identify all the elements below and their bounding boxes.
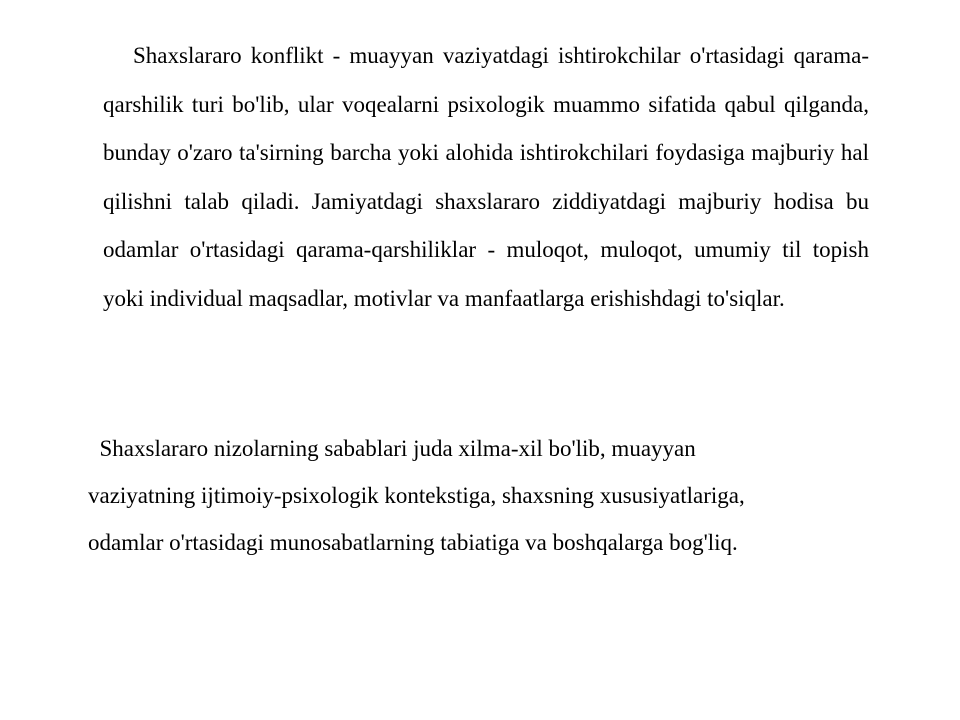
- paragraph-causes: [88, 425, 888, 566]
- paragraph-definition: Shaxslararo konflikt - muayyan vaziyatdagi ishtirokchilar o'rtasidagi qarama-qarshilik turi bo'lib, ular voqealarni psixologik muammo sifatida qabul qilganda, bunday o'zaro ta'sirning barcha yoki alohida ishtirokchilari foydasiga majburiy hal qilishni talab qiladi. Jamiyatdagi shaxslararo ziddiyatdagi majburiy hodisa bu odamlar o'rtasidagi qarama-qarshiliklar - muloqot, muloqot, umumiy til topish yoki individual maqsadlar, motivlar va manfaatlarga erishishdagi to'siqlar.: [103, 43, 869, 311]
- paragraph-causes-line-2: vaziyatning ijtimoiy-psixologik kontekstiga, shaxsning xususiyatlariga,: [88, 483, 745, 508]
- paragraph-causes-line-1: Shaxslararo nizolarning sabablari juda xilma-xil bo'lib, muayyan: [88, 436, 696, 461]
- paragraph-causes-line-3: odamlar o'rtasidagi munosabatlarning tabiatiga va boshqalarga bog'liq.: [88, 530, 738, 555]
